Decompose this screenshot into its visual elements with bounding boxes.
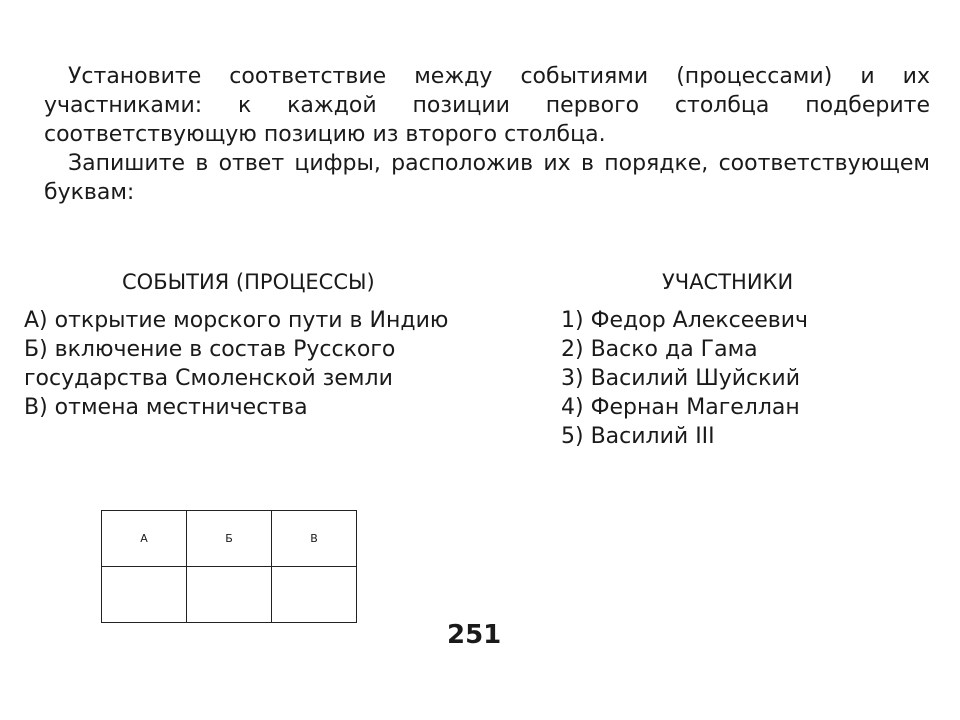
- answer-text: 251: [447, 620, 502, 650]
- participant-item-3: 3) Василий Шуйский: [561, 366, 801, 391]
- answer-table: [101, 510, 357, 623]
- answer-table-header-cell: Б: [187, 511, 272, 567]
- events-column-heading: СОБЫТИЯ (ПРОЦЕССЫ): [122, 270, 375, 294]
- answer-table-value-cell[interactable]: [102, 567, 187, 623]
- participant-item-1: 1) Федор Алексеевич: [561, 308, 809, 333]
- participant-item-5: 5) Василий III: [561, 424, 715, 449]
- participant-item-4: 4) Фернан Магеллан: [561, 395, 800, 420]
- answer-table-value-cell[interactable]: [187, 567, 272, 623]
- answer-table-header-cell: А: [102, 511, 187, 567]
- task-instructions: [44, 62, 930, 207]
- instruction-paragraph-1: Установите соответствие между событиями (процессами) и их участниками: к каждой позиции первого столбца подберите соответствующую позицию из второго столбца.: [44, 64, 930, 147]
- events-list: [24, 306, 494, 422]
- answer-table-header-cell: В: [272, 511, 357, 567]
- participant-item-2: 2) Васко да Гама: [561, 337, 758, 362]
- event-item-v: В) отмена местничества: [24, 395, 308, 420]
- participants-list: [561, 306, 921, 451]
- event-item-b: Б) включение в состав Русского государства Смоленской земли: [24, 337, 396, 391]
- answer-table-value-row: [102, 567, 357, 623]
- event-item-a: А) открытие морского пути в Индию: [24, 308, 449, 333]
- answer-table-header-row: [102, 511, 357, 567]
- participants-column-heading: УЧАСТНИКИ: [662, 270, 794, 294]
- instruction-paragraph-2: Запишите в ответ цифры, расположив их в порядке, соответствующем буквам:: [44, 151, 930, 205]
- answer-table-value-cell[interactable]: [272, 567, 357, 623]
